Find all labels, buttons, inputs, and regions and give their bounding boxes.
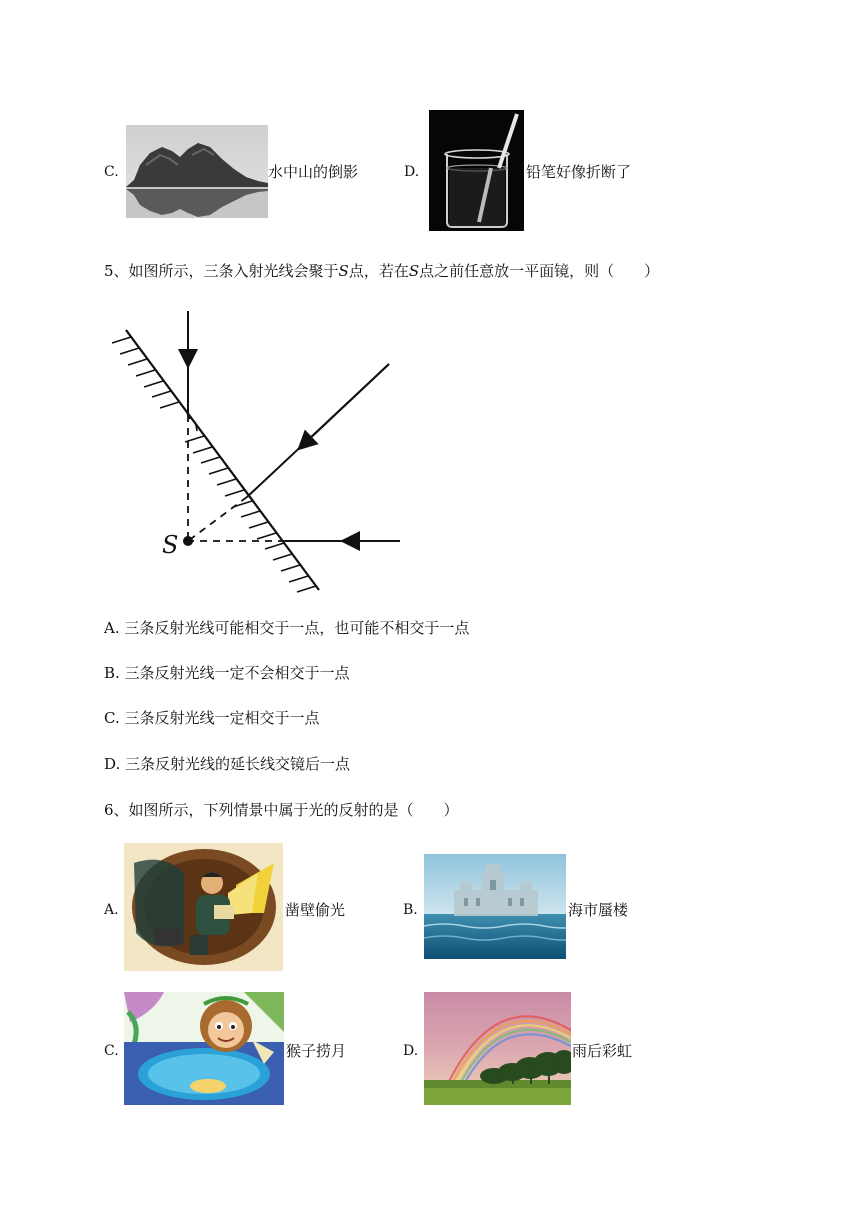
q4-option-c-letter: C.	[104, 164, 119, 180]
q5-stem-part3: 点之前任意放一平面镜，则（ ）	[419, 262, 660, 280]
q5-stem	[104, 261, 659, 281]
q5-option-a: A. 三条反射光线可能相交于一点，也可能不相交于一点	[104, 619, 470, 637]
point-s-dot	[183, 536, 193, 546]
rainbow-after-rain-image	[424, 992, 571, 1105]
boy-reading-by-wall-light-image	[124, 843, 283, 971]
q5-option-b: B. 三条反射光线一定不会相交于一点	[104, 664, 350, 682]
q5-option-c: C. 三条反射光线一定相交于一点	[104, 709, 320, 727]
pencil-in-water-image	[429, 110, 524, 231]
q5-option-d: D. 三条反射光线的延长线交镜后一点	[104, 755, 351, 773]
q6-stem: 6、如图所示，下列情景中属于光的反射的是（ ）	[104, 801, 459, 819]
q6-option-d-letter: D.	[403, 1043, 419, 1059]
q4-option-c-caption: 水中山的倒影	[268, 163, 359, 181]
q5-stem-part2: 点，若在	[348, 262, 409, 280]
q6-option-a-caption: 凿壁偷光	[285, 901, 346, 919]
point-s-label: S	[162, 531, 179, 559]
q6-option-b-caption: 海市蜃楼	[568, 901, 629, 919]
diagonal-ray-extension	[188, 497, 247, 541]
plane-mirror-line	[126, 330, 319, 590]
mountain-reflection-image	[126, 125, 268, 218]
mirror-ray-diagram	[100, 305, 410, 595]
q5-stem-s1: S	[338, 262, 349, 280]
monkey-fishing-moon-image	[124, 992, 284, 1105]
mirage-castle-on-sea-image	[424, 854, 566, 959]
q6-option-b-letter: B.	[403, 902, 418, 918]
q6-option-c-caption: 猴子捞月	[286, 1042, 347, 1060]
q4-option-d-caption: 铅笔好像折断了	[526, 163, 632, 181]
q5-stem-part1: 5、如图所示，三条入射光线会聚于	[104, 262, 339, 280]
q6-option-a-letter: A.	[104, 902, 119, 918]
q5-stem-s2: S	[408, 262, 420, 280]
q6-option-d-caption: 雨后彩虹	[572, 1042, 633, 1060]
q4-option-d-letter: D.	[404, 164, 420, 180]
mirror-hatching	[112, 337, 316, 592]
q6-option-c-letter: C.	[104, 1043, 119, 1059]
